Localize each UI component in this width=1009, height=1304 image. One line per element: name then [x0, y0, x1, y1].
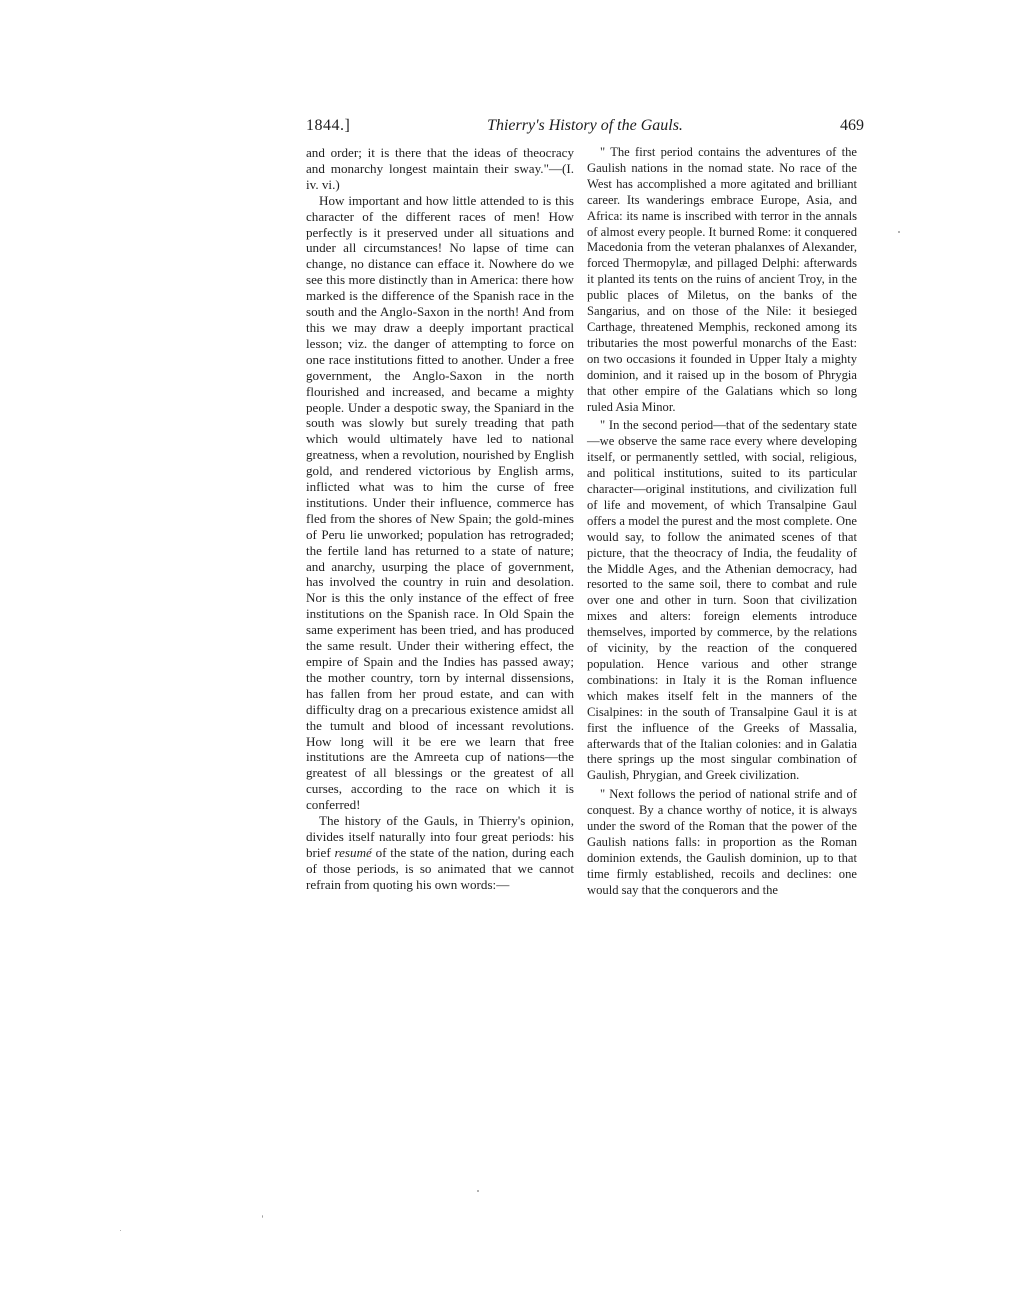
- left-paragraph-1: and order; it is there that the ideas of theocracy and monarchy longest maintain their sway."—(I. iv. vi.): [306, 145, 574, 192]
- left-paragraph-2: How important and how little attended to is this character of the different races of men! How perfectly is it preserved under all situations and under all circumstances! No lapse of time can change, no distance can efface it. Nowhere do we see this more distinctly than in America: there how marked is the difference of the Spanish race in the south and the Anglo-Saxon in the north! And from this we may draw a deeply important practical lesson; viz. the danger of attempting to force on one race institutions fitted to another. Under a free government, the Anglo-Saxon in the north flourished and increased, and became a mighty people. Under a despotic sway, the Spaniard in the south was slowly but surely treading that path which would ultimately have led to national greatness, when a revolution, nourished by English gold, and rendered victorious by English arms, inflicted what was to him the curse of free institutions. Under their influence, commerce has fled from the shores of New Spain; the gold-mines of Peru lie unworked; population has retrograded; the fertile land has returned to a state of nature; and anarchy, usurping the place of government, has involved the country in ruin and desolation. Nor is this the only instance of the effect of free institutions on the Spanish race. In Old Spain the same experiment has been tried, and has produced the same result. Under their withering effect, the empire of Spain and the Indies has passed away; the mother country, torn by internal dissensions, has fallen from her proud estate, and can with difficulty drag on a precarious existence amidst all the tumult and blood of incessant revolutions. How long will it be ere we learn that free institutions are the Amreeta cup of nations—the greatest of all blessings or the greatest of all curses, according to the race on which it is conferred!: [306, 192, 574, 813]
- left-paragraph-3: [306, 813, 574, 893]
- speck: [477, 1190, 479, 1192]
- left-paragraph-3-end: of the state of the nation, during each of those periods, is so animated that we cannot refrain from quoting his own words:—: [306, 844, 574, 892]
- speck: [120, 1230, 121, 1231]
- resume-italic: resumé: [334, 844, 372, 860]
- right-paragraph-1: " The first period contains the adventures of the Gaulish nations in the nomad state. No race of the West has accomplished a more agitated and brilliant career. Its wanderings embrace Europe, Asia, and Africa: its name is inscribed with terror in the annals of almost every people. It burned Rome: it conquered Macedonia from the veteran phalanxes of Alexander, forced Thermopylæ, and pillaged Delphi: afterwards it planted its tents on the ruins of ancient Troy, in the public places of Miletus, on the banks of the Sangarius, and on those of the Nile: it besieged Carthage, threatened Memphis, reckoned among its tributaries the most powerful monarchs of the East: on two occasions it founded in Upper Italy a mighty dominion, and it raised up in the bosom of Phrygia that other empire of the Galatians which so long ruled Asia Minor.: [587, 145, 857, 414]
- speck: [898, 231, 900, 233]
- header-year: 1844.]: [306, 117, 351, 134]
- right-paragraph-3: " Next follows the period of national strife and of conquest. By a chance worthy of notice, it is always under the sword of the Roman that the power of the Gaulish nations falls: in proportion as the Roman dominion extends, the Gaulish dominion, up to that time firmly established, recoils and declines: one would say that the conquerors and the: [587, 787, 857, 897]
- left-column: [306, 145, 574, 893]
- speck: [262, 1215, 263, 1218]
- page-number: 469: [840, 117, 864, 134]
- left-paragraph-3-start: The history of the Gauls, in Thierry's opinion, divides itself naturally into four great periods: his brief: [306, 813, 574, 860]
- right-column: [587, 145, 857, 899]
- running-header: [306, 117, 864, 139]
- right-paragraph-2: " In the second period—that of the sedentary state—we observe the same race every where developing itself, or permanently settled, with social, religious, and political institutions, suited to its particular character—original institutions, and civilization full of life and movement, of which Transalpine Gaul offers a model the purest and the most complete. One would say, to follow the animated scenes of that picture, that the theocracy of India, the feudality of the Middle Ages, and the Athenian democracy, had resorted to the same soil, there to combat and rule over one and other in turn. Soon that civilization mixes and alters: foreign elements introduce themselves, imported by commerce, by the relations of vicinity, by the reaction of the conquered population. Hence various and other strange combinations: in Italy it is the Roman influence which makes itself felt in the manners of the Cisalpines: in the south of Transalpine Gaul it is at first the influence of the Greeks of Massalia, afterwards that of the Italian colonies: and in Galatia there springs up the most singular combination of Gaulish, Phrygian, and Greek civilization.: [587, 418, 857, 783]
- header-title: Thierry's History of the Gauls.: [487, 117, 683, 134]
